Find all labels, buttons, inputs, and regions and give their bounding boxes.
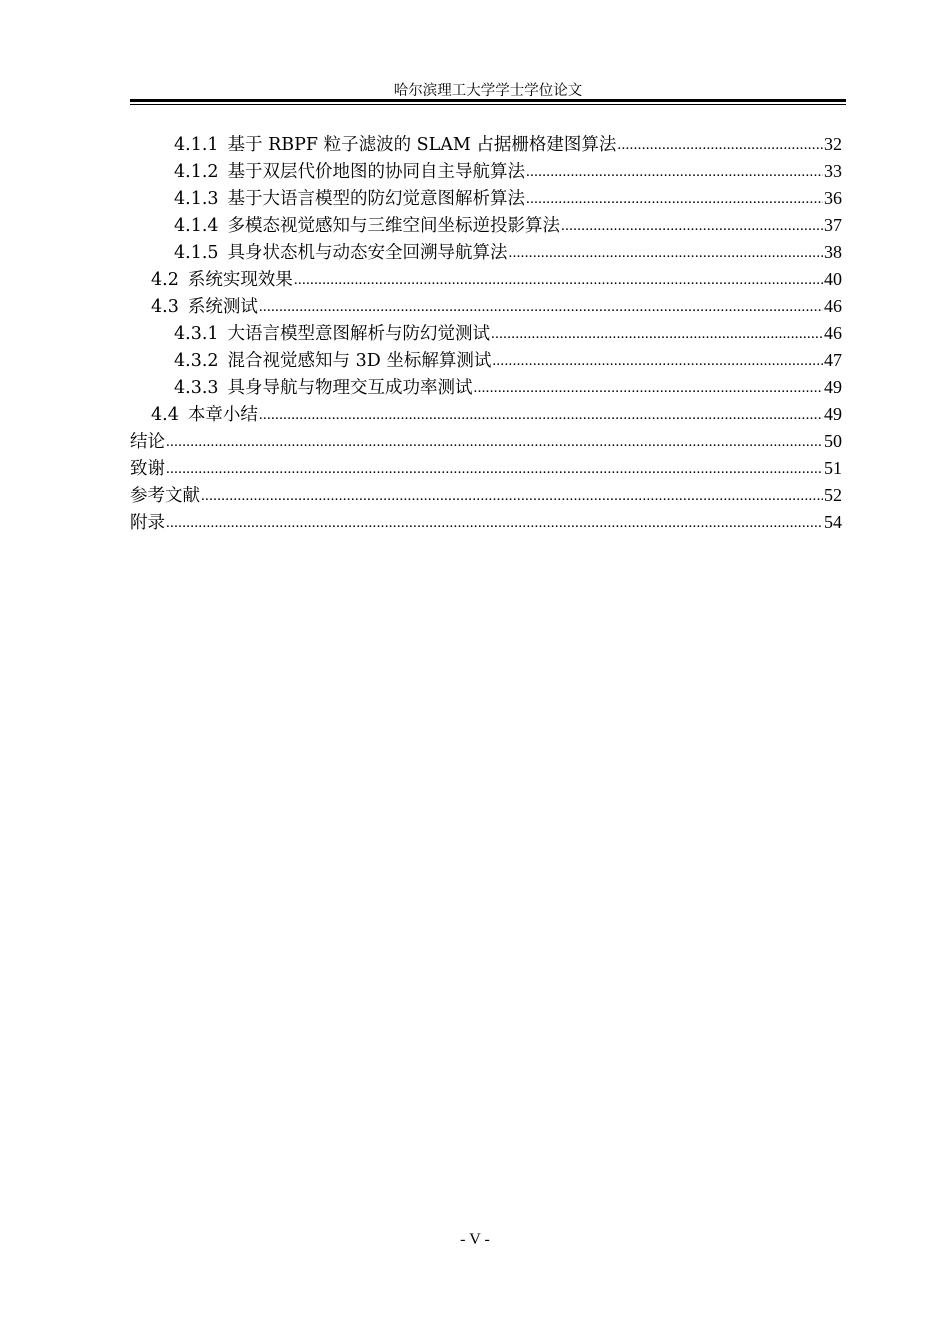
dot-leader <box>617 132 823 159</box>
dot-leader <box>294 267 823 294</box>
dot-leader <box>166 510 823 537</box>
toc-entry-page: 52 <box>824 485 842 505</box>
toc-entry-number: 4.3 <box>151 297 179 317</box>
dot-leader <box>259 402 823 429</box>
toc-entry-page: 38 <box>824 242 842 262</box>
toc-entry-4-4[interactable] <box>130 401 842 428</box>
toc-entry-title: 基于 RBPF 粒子滤波的 SLAM 占据栅格建图算法 <box>227 135 617 155</box>
dot-leader <box>491 321 823 348</box>
toc-entry-title: 具身状态机与动态安全回溯导航算法 <box>227 243 508 263</box>
header-rule-thin <box>130 104 846 105</box>
toc-entry-number: 4.4 <box>151 405 179 425</box>
toc-entry-title: 系统实现效果 <box>187 270 293 290</box>
toc-entry-conclusion[interactable] <box>130 428 842 455</box>
toc-entry-appendix[interactable] <box>130 509 842 536</box>
toc-entry-title: 多模态视觉感知与三维空间坐标逆投影算法 <box>227 216 561 236</box>
dot-leader <box>509 240 823 267</box>
toc-entry-title: 大语言模型意图解析与防幻觉测试 <box>227 324 491 344</box>
toc-entry-4-1-4[interactable] <box>130 212 842 239</box>
toc-entry-4-1-3[interactable] <box>130 185 842 212</box>
toc-entry-page: 33 <box>824 161 842 181</box>
toc-entry-4-1-2[interactable] <box>130 158 842 185</box>
toc-entry-number: 4.1.5 <box>174 243 219 263</box>
toc-entry-page: 46 <box>824 296 842 316</box>
toc-entry-4-1-5[interactable] <box>130 239 842 266</box>
header-rule-thick <box>130 99 846 102</box>
toc-entry-title: 参考文献 <box>130 486 200 506</box>
toc-entry-number: 4.1.1 <box>174 135 219 155</box>
toc-entry-page: 32 <box>824 134 842 154</box>
dot-leader <box>492 348 823 375</box>
toc-entry-number: 4.1.2 <box>174 162 219 182</box>
toc-entry-title: 本章小结 <box>187 405 258 425</box>
dot-leader <box>474 375 823 402</box>
running-header-title: 哈尔滨理工大学学士学位论文 <box>393 83 583 99</box>
toc-entry-title: 基于大语言模型的防幻觉意图解析算法 <box>227 189 526 209</box>
dot-leader <box>201 483 823 510</box>
toc-entry-4-2[interactable] <box>130 266 842 293</box>
toc-entry-page: 51 <box>824 458 842 478</box>
dot-leader <box>526 186 823 213</box>
toc-entry-title: 系统测试 <box>187 297 258 317</box>
toc-entry-page: 36 <box>824 188 842 208</box>
toc-entry-page: 50 <box>824 431 842 451</box>
toc-entry-4-3-3[interactable] <box>130 374 842 401</box>
dot-leader <box>259 294 823 321</box>
toc-entry-page: 46 <box>824 323 842 343</box>
toc-entry-number: 4.3.2 <box>174 351 219 371</box>
toc-entry-title: 混合视觉感知与 3D 坐标解算测试 <box>227 351 492 371</box>
toc-entry-page: 40 <box>824 269 842 289</box>
toc-entry-number: 4.1.3 <box>174 189 219 209</box>
dot-leader <box>166 429 823 456</box>
toc-entry-number: 4.1.4 <box>174 216 219 236</box>
toc-entry-number: 4.3.3 <box>174 378 219 398</box>
toc-entry-acknowledgements[interactable] <box>130 455 842 482</box>
toc-entry-page: 37 <box>824 215 842 235</box>
toc-entry-title: 具身导航与物理交互成功率测试 <box>227 378 473 398</box>
toc-entry-4-1-1[interactable] <box>130 131 842 158</box>
toc-entry-4-3-2[interactable] <box>130 347 842 374</box>
page-number-footer: - V - <box>460 1231 490 1248</box>
toc-entry-title: 致谢 <box>130 459 165 479</box>
toc-entry-page: 49 <box>824 404 842 424</box>
toc-entry-page: 54 <box>824 512 842 532</box>
toc-entry-page: 49 <box>824 377 842 397</box>
toc-entry-title: 基于双层代价地图的协同自主导航算法 <box>227 162 526 182</box>
toc-entry-4-3[interactable] <box>130 293 842 320</box>
table-of-contents <box>130 131 842 536</box>
dot-leader <box>166 456 823 483</box>
toc-entry-4-3-1[interactable] <box>130 320 842 347</box>
toc-entry-title: 结论 <box>130 432 165 452</box>
toc-entry-title: 附录 <box>130 513 165 533</box>
toc-entry-page: 47 <box>824 350 842 370</box>
toc-entry-number: 4.3.1 <box>174 324 219 344</box>
dot-leader <box>526 159 823 186</box>
dot-leader <box>561 213 823 240</box>
toc-entry-references[interactable] <box>130 482 842 509</box>
toc-entry-number: 4.2 <box>151 270 179 290</box>
